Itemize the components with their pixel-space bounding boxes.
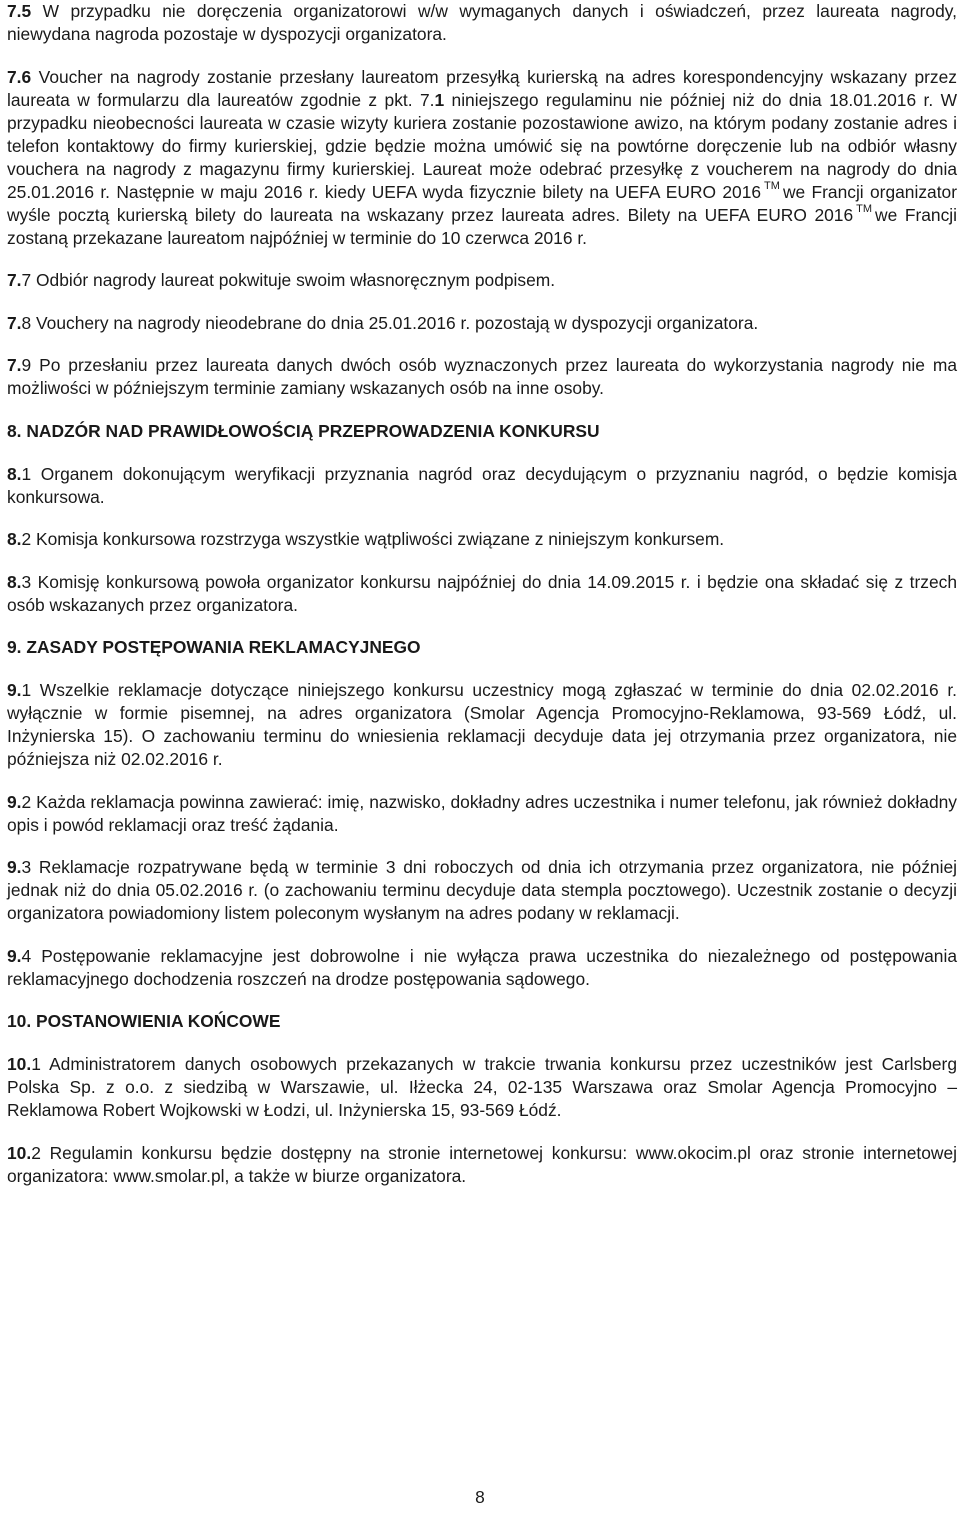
- paragraph-9-1: [7, 679, 957, 771]
- section-number: 2: [21, 791, 32, 812]
- section-number: 7.: [7, 66, 22, 87]
- paragraph-text: Odbiór nagrody laureat pokwituje swoim własnoręcznym podpisem.: [31, 270, 556, 290]
- paragraph-text: we Francji zostaną przekazane laureatom najpóźniej w terminie do 10 czerwca 2016 r.: [7, 204, 958, 248]
- section-number: 7.: [7, 355, 22, 375]
- paragraph-7-8: [7, 312, 957, 335]
- section-heading-10: 10. POSTANOWIENIA KOŃCOWE: [7, 1011, 281, 1031]
- section-heading-9: 9. ZASADY POSTĘPOWANIA REKLAMACYJNEGO: [7, 637, 421, 657]
- paragraph-text: Voucher na nagrody zostanie przesłany laureatom przesyłką kurierską na adres korespondencyjny wskazany przez laureata w formularzu dla laureatów zgodnie z pkt. 7.: [7, 66, 957, 110]
- paragraph-9-3: [7, 856, 957, 925]
- section-number: 9.: [7, 791, 22, 812]
- section-number: 2: [21, 529, 32, 549]
- paragraph-8-2: [7, 528, 957, 551]
- section-number: 7: [21, 270, 32, 290]
- paragraph-text: Komisję konkursową powoła organizator konkursu najpóźniej do dnia 14.09.2015 r. i będzie ona składać się z trzech osób wskazanych przez organizatora.: [7, 571, 957, 615]
- page-number: 8: [475, 1487, 485, 1507]
- section-number: 2: [31, 1142, 41, 1163]
- paragraph-text: Reklamacje rozpatrywane będą w terminie 3 dni roboczych od dnia ich otrzymania przez organizatora, nie później jednak niż do dnia 05.02.2016 r. (o zachowaniu terminu decyduje data stempla pocztowego). Uczestnik zostanie o decyzji organizatora powiadomiony listem poleconym wysłanym na adres podany w reklamacji.: [7, 857, 957, 923]
- paragraph-8-3: [7, 571, 957, 617]
- section-number: 9.: [7, 680, 22, 700]
- paragraph-text: niniejszego regulaminu nie później niż do dnia 18.01.2016 r. W przypadku nieobecności laureata w czasie wizyty kuriera zostanie pozostawione awizo, na którym podany zostanie adres i telefon kontaktowy do firmy kurierskiej, gdzie będzie można umówić się na powtórne doręczenie lub na odbiór własny vouchera na nagrody z magazynu firmy kurierskiej. Laureat może odebrać przesyłkę z voucherem na nagrody do dnia 25.01.2016 r. Następnie w maju 2016 r. kiedy UEFA wyda fizycznie bilety na UEFA EURO 2016: [7, 89, 957, 202]
- paragraph-text: Wszelkie reklamacje dotyczące niniejszego konkursu uczestnicy mogą zgłaszać w terminie do dnia 02.02.2016 r. wyłącznie w formie pisemnej, na adres organizatora (Smolar Agencja Promocyjno-Reklamowa, 93-569 Łódź, ul. Inżynierska 15). O zachowaniu terminu do wniesienia reklamacji decyduje data jej otrzymania przez organizatora, nie późniejsza niż 02.02.2016 r.: [7, 680, 957, 769]
- paragraph-text: Administratorem danych osobowych przekazanych w trakcie trwania konkursu przez uczestników jest Carlsberg Polska Sp. z o.o. z siedzibą w Warszawie, ul. Iłżecka 24, 02-135 Warszawa oraz Smolar Agencja Promocyjno – Reklamowa Robert Wojkowski w Łodzi, ul. Inżynierska 15, 93-569 Łódź.: [7, 1054, 957, 1120]
- paragraph-text: Każda reklamacja powinna zawierać: imię, nazwisko, dokładny adres uczestnika i numer telefonu, jak również dokładny opis i powód reklamacji oraz treść żądania.: [7, 791, 957, 835]
- section-number: 6: [21, 66, 32, 87]
- section-number: 1: [21, 463, 32, 484]
- paragraph-7-9: [7, 354, 957, 400]
- paragraph-7-7: [7, 269, 957, 292]
- paragraph-text: we Francji organizator wyśle pocztą kurierską bilety do laureata na wskazany przez laureata adres. Bilety na UEFA EURO 2016: [7, 181, 957, 225]
- paragraph-9-2: [7, 791, 957, 837]
- paragraph-7-6: [7, 66, 957, 250]
- paragraph-text: Postępowanie reklamacyjne jest dobrowolne i nie wyłącza prawa uczestnika do niezależnego od postępowania reklamacyjnego dochodzenia roszczeń na drodze postępowania sądowego.: [7, 945, 957, 989]
- paragraph-text: Vouchery na nagrody nieodebrane do dnia 25.01.2016 r. pozostają w dyspozycji organizatora.: [31, 312, 759, 333]
- section-number: 8.: [7, 529, 22, 549]
- section-number: 7.: [7, 270, 22, 290]
- paragraph-9-4: [7, 945, 957, 991]
- paragraph-text: Po przesłaniu przez laureata danych dwóch osób wyznaczonych przez laureata do wykorzystania nagrody nie ma możliwości w późniejszym terminie zamiany wskazanych osób na inne osoby.: [7, 355, 957, 398]
- section-number: 4: [21, 945, 32, 966]
- section-number: 10.: [7, 1142, 32, 1163]
- section-number: 1: [31, 1054, 41, 1074]
- paragraph-8-1: [7, 463, 957, 509]
- paragraph-text: Komisja konkursowa rozstrzyga wszystkie wątpliwości związane z niniejszym konkursem.: [31, 529, 725, 549]
- trademark-superscript: TM: [856, 202, 873, 215]
- section-number: 7.: [7, 312, 22, 333]
- section-number: 3: [21, 571, 32, 592]
- paragraph-10-1: [7, 1053, 957, 1122]
- trademark-superscript: TM: [764, 179, 780, 192]
- paragraph-7-5: [7, 0, 957, 46]
- section-number: 1: [21, 680, 32, 700]
- section-reference: 1: [434, 89, 445, 110]
- section-number: 8: [21, 312, 32, 333]
- section-heading-8: 8. NADZÓR NAD PRAWIDŁOWOŚCIĄ PRZEPROWADZENIA KONKURSU: [7, 420, 600, 441]
- document-page: [7, 0, 957, 1188]
- paragraph-text: Regulamin konkursu będzie dostępny na stronie internetowej konkursu: www.okocim.pl oraz stronie internetowej organizatora: www.smolar.pl, a także w biurze organizatora.: [7, 1142, 957, 1186]
- paragraph-10-2: [7, 1142, 957, 1188]
- section-number: 10.: [7, 1054, 32, 1074]
- paragraph-text: W przypadku nie doręczenia organizatorowi w/w wymaganych danych i oświadczeń, przez laureata nagrody, niewydana nagroda pozostaje w dyspozycji organizatora.: [7, 1, 957, 44]
- section-number: 3: [21, 857, 32, 877]
- section-number: 9.: [7, 945, 22, 966]
- section-number: 9: [21, 355, 32, 375]
- section-number: 7.5: [7, 1, 32, 21]
- section-number: 8.: [7, 571, 22, 592]
- paragraph-text: Organem dokonującym weryfikacji przyznania nagród oraz decydującym o przyznaniu nagród, o będzie komisja konkursowa.: [7, 463, 957, 507]
- section-number: 8.: [7, 463, 22, 484]
- section-number: 9.: [7, 857, 22, 877]
